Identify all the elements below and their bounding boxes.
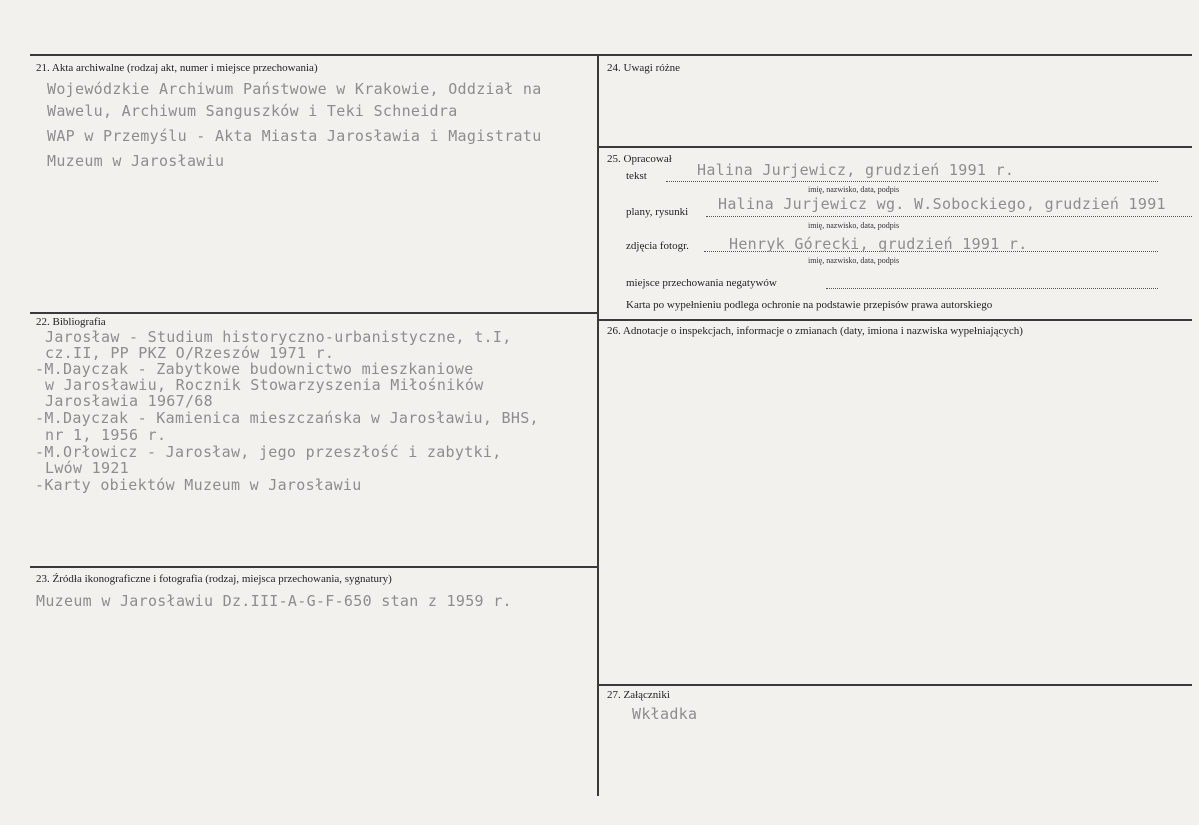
bibliography-line-10: -Karty obiektów Muzeum w Jarosławiu — [35, 476, 362, 494]
tekst-line — [666, 181, 1158, 182]
section-22-label: 22. Bibliografia — [36, 316, 106, 328]
tekst-value: Halina Jurjewicz, grudzień 1991 r. — [697, 161, 1015, 179]
section-24-label: 24. Uwagi różne — [607, 62, 681, 74]
tekst-label: tekst — [626, 170, 647, 182]
miejsce-line — [826, 288, 1158, 289]
section-25-label: 25. Opracował — [607, 153, 672, 165]
archive-line-3: WAP w Przemyślu - Akta Miasta Jarosławia i Magistratu — [47, 127, 542, 145]
section-23-label: 23. Źródła ikonograficzne i fotografia (rodzaj, miejsca przechowania, sygnatury) — [36, 573, 392, 585]
plany-value: Halina Jurjewicz wg. W.Sobockiego, grudzień 1991 — [718, 195, 1166, 213]
section-21-label: 21. Akta archiwalne (rodzaj akt, numer i miejsce przechowania) — [36, 62, 318, 74]
bibliography-line-2: cz.II, PP PKZ O/Rzeszów 1971 r. — [45, 344, 335, 362]
section-27-label: 27. Załączniki — [607, 689, 670, 701]
zdjecia-label: zdjęcia fotogr. — [626, 240, 689, 252]
archive-line-2: Wawelu, Archiwum Sanguszków i Teki Schneidra — [47, 102, 458, 120]
top-border — [30, 54, 1192, 56]
bibliography-line-8: -M.Orłowicz - Jarosław, jego przeszłość i zabytki, — [35, 443, 502, 461]
bibliography-line-3: -M.Dayczak - Zabytkowe budownictwo mieszkaniowe — [35, 360, 474, 378]
plany-caption: imię, nazwisko, data, podpis — [808, 221, 900, 230]
attachments-value: Wkładka — [632, 705, 698, 723]
plany-line — [706, 216, 1192, 217]
divider-22-23 — [30, 566, 598, 568]
divider-21-22 — [30, 312, 598, 314]
copyright-note: Karta po wypełnieniu podlega ochronie na podstawie przepisów prawa autorskiego — [626, 299, 993, 311]
bibliography-line-4: w Jarosławiu, Rocznik Stowarzyszenia Miłośników — [45, 376, 484, 394]
divider-24-25 — [597, 146, 1192, 148]
miejsce-label: miejsce przechowania negatywów — [626, 277, 777, 289]
archive-line-1: Wojewódzkie Archiwum Państwowe w Krakowie, Oddział na — [47, 80, 542, 98]
iconography-value: Muzeum w Jarosławiu Dz.III-A-G-F-650 stan z 1959 r. — [36, 592, 512, 610]
plany-label: plany, rysunki — [626, 206, 689, 218]
divider-26-27 — [597, 684, 1192, 686]
archive-line-4: Muzeum w Jarosławiu — [47, 152, 225, 170]
bibliography-line-5: Jarosławia 1967/68 — [45, 392, 213, 410]
zdjecia-value: Henryk Górecki, grudzień 1991 r. — [729, 235, 1028, 253]
divider-25-26 — [597, 319, 1192, 321]
zdjecia-caption: imię, nazwisko, data, podpis — [808, 256, 900, 265]
bibliography-line-9: Lwów 1921 — [45, 459, 129, 477]
bibliography-line-7: nr 1, 1956 r. — [45, 426, 167, 444]
section-26-label: 26. Adnotacje o inspekcjach, informacje o zmianach (daty, imiona i nazwiska wypełniających) — [607, 325, 1023, 337]
bibliography-line-1: Jarosław - Studium historyczno-urbanistyczne, t.I, — [45, 328, 512, 346]
bibliography-line-6: -M.Dayczak - Kamienica mieszczańska w Jarosławiu, BHS, — [35, 409, 539, 427]
tekst-caption: imię, nazwisko, data, podpis — [808, 185, 900, 194]
